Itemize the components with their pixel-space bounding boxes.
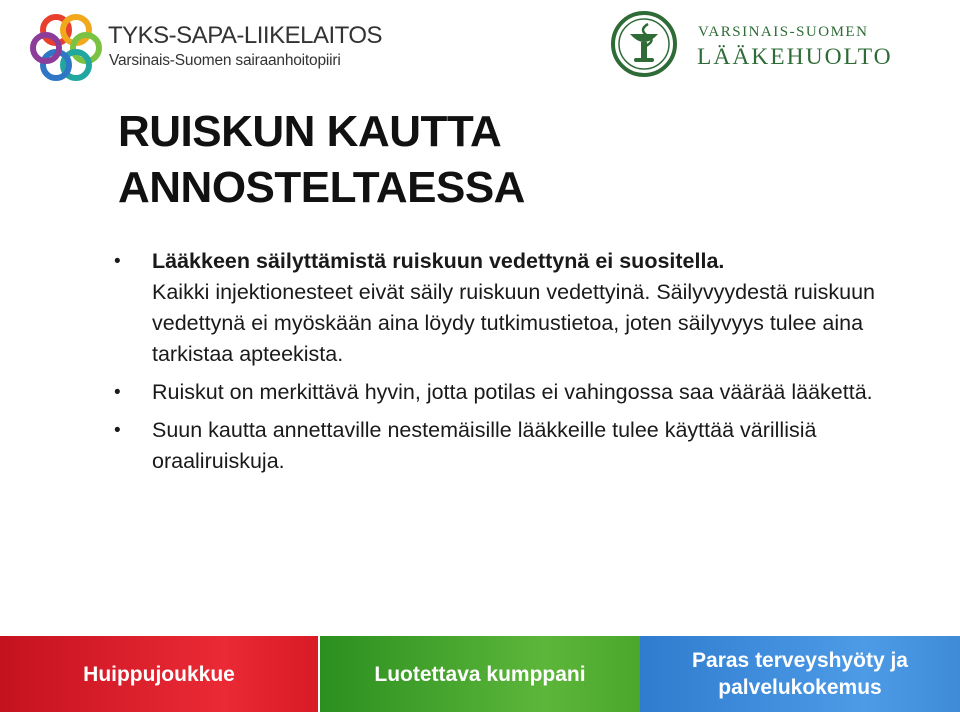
bullet-icon: • <box>114 382 121 403</box>
bullet-text: Suun kautta annettaville nestemäisille lääkkeille tulee käyttää värillisiä oraaliruiskuja. <box>152 418 817 473</box>
interlocking-rings-logo-icon <box>28 8 104 84</box>
logo-org-name: TYKS-SAPA-LIIKELAITOS <box>108 22 383 49</box>
footer-panel-label: Paras terveyshyöty ja palvelukokemus <box>692 649 908 699</box>
footer-panel-label: Luotettava kumppani <box>374 662 586 686</box>
laakehuolto-logo <box>608 10 908 78</box>
bullet-item-labeling <box>110 377 910 408</box>
logo-unit-name: LÄÄKEHUOLTO <box>697 44 893 70</box>
bowl-of-hygieia-logo-icon <box>608 10 680 78</box>
bullet-icon: • <box>114 420 121 441</box>
logo-org-subtitle: Varsinais-Suomen sairaanhoitopiiri <box>109 52 341 69</box>
footer-panel-label: Huippujoukkue <box>83 662 235 686</box>
tyks-sapa-logo <box>28 8 383 84</box>
footer-panel-paras-terveyshyoty <box>640 636 960 712</box>
footer-bar <box>0 636 960 712</box>
slide-title-line1: RUISKUN KAUTTA <box>118 107 502 156</box>
slide-title <box>118 104 525 216</box>
bullet-item-storage <box>110 246 910 370</box>
bullet-item-oral-syringes <box>110 415 910 477</box>
bullet-list <box>110 246 910 484</box>
slide-title-line2: ANNOSTELTAESSA <box>118 163 525 212</box>
bullet-text: Kaikki injektionesteet eivät säily ruiskuun vedettyinä. Säilyvyydestä ruiskuun vedettynä ei myöskään aina löydy tutkimustietoa, joten säilyvyys tulee aina tarkistaa apteekista. <box>152 280 876 366</box>
logo-region-name: VARSINAIS-SUOMEN <box>698 24 869 40</box>
bullet-icon: • <box>114 251 121 272</box>
footer-panel-huippujoukkue <box>0 636 318 712</box>
bullet-text: Ruiskut on merkittävä hyvin, jotta potilas ei vahingossa saa väärää lääkettä. <box>152 380 873 404</box>
footer-panel-luotettava-kumppani <box>320 636 640 712</box>
bullet-bold-text: Lääkkeen säilyttämistä ruiskuun vedettynä ei suositella. <box>152 249 725 273</box>
